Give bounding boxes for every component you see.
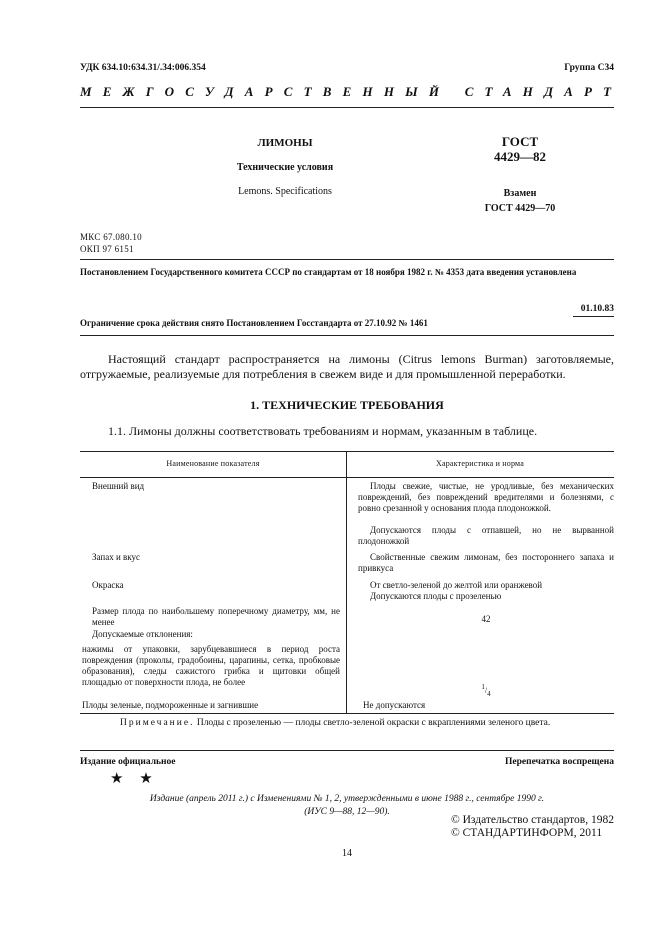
codes-rule: [80, 259, 614, 260]
udk-code: УДК 634.10:634.31/.34:006.354: [80, 63, 206, 73]
table-cell-norm: Плоды свежие, чистые, не уродливые, без механических повреждений, без повреждений вредителями и болезнями, с ровно срезанной у основания плода плодоножкой.: [358, 481, 614, 513]
footer-rule: [80, 750, 614, 751]
official-edition: Издание официальное: [80, 757, 176, 767]
table-cell-indicator: нажимы от упаковки, зарубцевавшиеся в период роста повреждения (проколы, градобоины, царапины, сетка, пробковые образования), следы сажистого грибка и щитовки общей площадью от поверхности плода, не более: [82, 644, 340, 687]
effective-date: 01.10.83: [580, 304, 614, 314]
gost-label: ГОСТ: [501, 134, 539, 149]
title-block: [180, 137, 390, 197]
table-cell-norm-fraction: $^1/_4$: [481, 683, 491, 698]
page-number: 14: [342, 848, 352, 859]
decree-text: Постановлением Государственного комитета СССР по стандартам от 18 ноября 1982 г. № 4353 дата введения установлена: [80, 267, 577, 277]
reprint-prohibited: Перепечатка воспрещена: [504, 757, 614, 767]
table-header-norm: Характеристика и норма: [435, 459, 525, 468]
table-header-border: [80, 477, 614, 478]
document-title: ЛИМОНЫ: [257, 137, 313, 149]
table-cell-norm: От светло-зеленой до желтой или оранжевой: [370, 580, 543, 590]
replaces-block: [460, 186, 580, 216]
standard-banner: МЕЖГОСУДАРСТВЕННЫЙ СТАНДАРТ: [80, 84, 623, 99]
copyright-block: [451, 814, 614, 840]
header-rule: [80, 107, 614, 108]
mks-code: МКС 67.080.10: [80, 232, 142, 242]
copyright-2011: © СТАНДАРТИНФОРМ, 2011: [450, 827, 603, 839]
intro-paragraph: Настоящий стандарт распространяется на лимоны (Citrus lemons Burman) заготовляемые, отгружаемые, реализуемые для потребления в свежем виде и для промышленной переработки.: [80, 352, 614, 381]
note-text: Плоды с прозеленью — плоды светло-зеленой окраски с вкраплениями зеленого цвета.: [196, 718, 551, 728]
fraction-numerator: 1: [481, 683, 485, 691]
table-cell-norm-value: 42: [481, 614, 491, 624]
table-bottom-border: [80, 713, 614, 714]
table-cell-norm: Не допускаются: [363, 700, 426, 710]
replaces-number: ГОСТ 4429—70: [484, 203, 556, 214]
table-header-indicator: Наименование показателя: [166, 459, 260, 468]
group-code: Группа С34: [564, 63, 614, 73]
requirements-table: [80, 451, 614, 714]
copyright-1982: © Издательство стандартов, 1982: [450, 814, 614, 826]
edition-line-2: (ИУС 9—88, 12—90).: [304, 807, 390, 817]
table-cell-norm: Свойственные свежим лимонам, без постороннего запаха и привкуса: [358, 552, 614, 573]
gost-designation: [470, 134, 570, 164]
section-heading: 1. ТЕХНИЧЕСКИЕ ТРЕБОВАНИЯ: [250, 398, 444, 412]
restriction-text: Ограничение срока действия снято Постановлением Госстандарта от 27.10.92 № 1461: [80, 318, 428, 328]
document-subtitle: Технические условия: [236, 162, 334, 173]
english-title: Lemons. Specifications: [238, 186, 332, 197]
table-cell-norm: Допускаются плоды с отпавшей, но не вырванной плодоножкой: [358, 525, 614, 546]
fraction-denominator: 4: [487, 689, 491, 698]
table-cell-indicator: Внешний вид: [92, 481, 145, 491]
note-label: Примечание.: [120, 718, 195, 728]
date-underline: [573, 316, 614, 317]
clause-1-1: 1.1. Лимоны должны соответствовать требованиям и нормам, указанным в таблице.: [108, 424, 538, 438]
okp-code: ОКП 97 6151: [80, 244, 134, 254]
classification-codes: [80, 231, 142, 255]
table-cell-indicator: Допускаемые отклонения:: [92, 629, 193, 639]
table-cell-indicator: Размер плода по наибольшему поперечному диаметру, мм, не менее: [92, 606, 340, 627]
gost-number: 4429—82: [494, 149, 546, 164]
stars-mark: ★ ★: [110, 771, 159, 787]
table-note: [120, 718, 550, 728]
table-column-divider: [346, 451, 347, 714]
table-cell-norm: Допускаются плоды с прозеленью: [370, 591, 502, 601]
edition-line-1: Издание (апрель 2011 г.) с Изменениями № 1, 2, утвержденными в июне 1988 г., сентябре 1990 г.: [149, 794, 545, 804]
table-cell-indicator: Запах и вкус: [92, 552, 141, 562]
replaces-label: Взамен: [503, 188, 537, 199]
table-cell-indicator: Плоды зеленые, подмороженные и загнившие: [82, 700, 259, 710]
decree-rule: [80, 335, 614, 336]
table-cell-indicator: Окраска: [92, 580, 124, 590]
